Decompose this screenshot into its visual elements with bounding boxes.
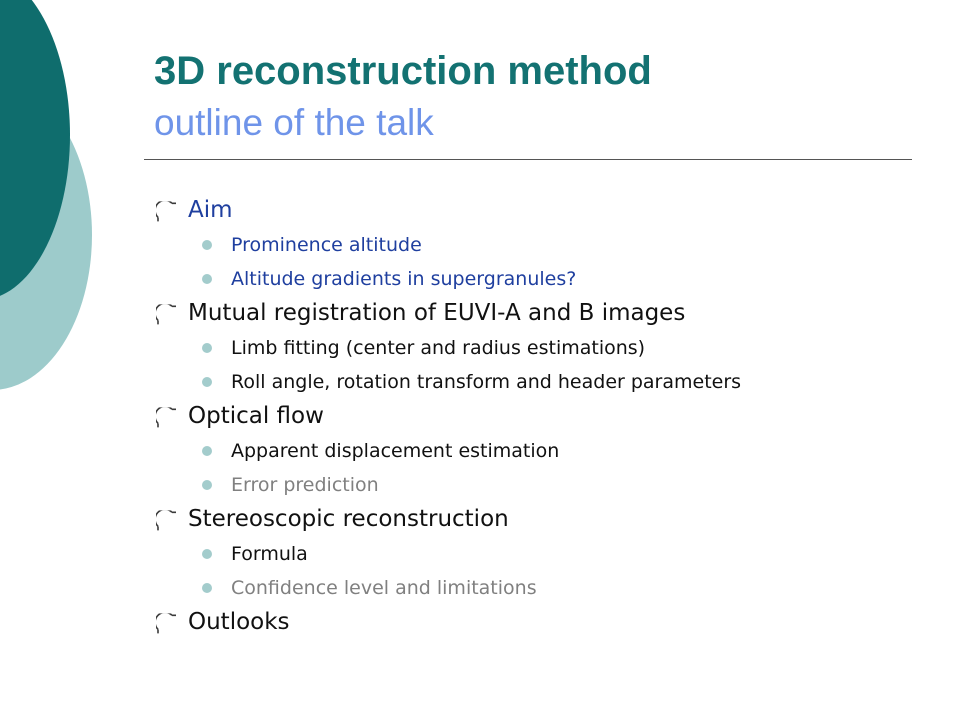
- outline-subitem: [156, 468, 936, 502]
- dot-bullet-icon: [202, 240, 212, 250]
- dot-bullet-icon: [202, 377, 212, 387]
- outline-section: [156, 502, 936, 605]
- outline-item: [156, 399, 936, 434]
- outline-list: [156, 193, 936, 640]
- outline-section: [156, 296, 936, 399]
- slide-title: [154, 44, 914, 148]
- outline-subitem-label: Apparent displacement estimation: [231, 440, 560, 462]
- outline-subitem: [156, 331, 936, 365]
- outline-section: [156, 399, 936, 502]
- square-bullet-icon: [156, 407, 178, 429]
- outline-subitem: [156, 537, 936, 571]
- outline-section: [156, 193, 936, 296]
- outline-subitem: [156, 365, 936, 399]
- square-bullet-icon: [156, 201, 178, 223]
- outline-subitem: [156, 228, 936, 262]
- title-main: 3D reconstruction method: [154, 49, 652, 93]
- outline-subitem: [156, 262, 936, 296]
- dot-bullet-icon: [202, 274, 212, 284]
- outline-item-label: Outlooks: [188, 609, 290, 635]
- outline-item-label: Stereoscopic reconstruction: [188, 506, 509, 532]
- title-subtitle: outline of the talk: [154, 102, 434, 143]
- outline-subitem-label: Confidence level and limitations: [231, 577, 537, 599]
- dot-bullet-icon: [202, 446, 212, 456]
- outline-subitem: [156, 434, 936, 468]
- outline-subitem: [156, 571, 936, 605]
- outline-subitem-label: Altitude gradients in supergranules?: [231, 268, 577, 290]
- outline-item: [156, 193, 936, 228]
- dot-bullet-icon: [202, 343, 212, 353]
- square-bullet-icon: [156, 510, 178, 532]
- square-bullet-icon: [156, 304, 178, 326]
- dot-bullet-icon: [202, 480, 212, 490]
- outline-subitem-label: Limb fitting (center and radius estimations): [231, 337, 646, 359]
- outline-subitem-label: Formula: [231, 543, 308, 565]
- outline-item-label: Optical flow: [188, 403, 324, 429]
- square-bullet-icon: [156, 613, 178, 635]
- outline-item-label: Mutual registration of EUVI-A and B images: [188, 300, 686, 326]
- outline-item: [156, 296, 936, 331]
- outline-section: [156, 605, 936, 640]
- dot-bullet-icon: [202, 583, 212, 593]
- outline-item: [156, 605, 936, 640]
- outline-item: [156, 502, 936, 537]
- outline-subitem-label: Roll angle, rotation transform and header parameters: [231, 371, 742, 393]
- outline-subitem-label: Prominence altitude: [231, 234, 422, 256]
- dot-bullet-icon: [202, 549, 212, 559]
- outline-item-label: Aim: [188, 197, 233, 223]
- outline-subitem-label: Error prediction: [231, 474, 379, 496]
- title-divider: [144, 159, 912, 160]
